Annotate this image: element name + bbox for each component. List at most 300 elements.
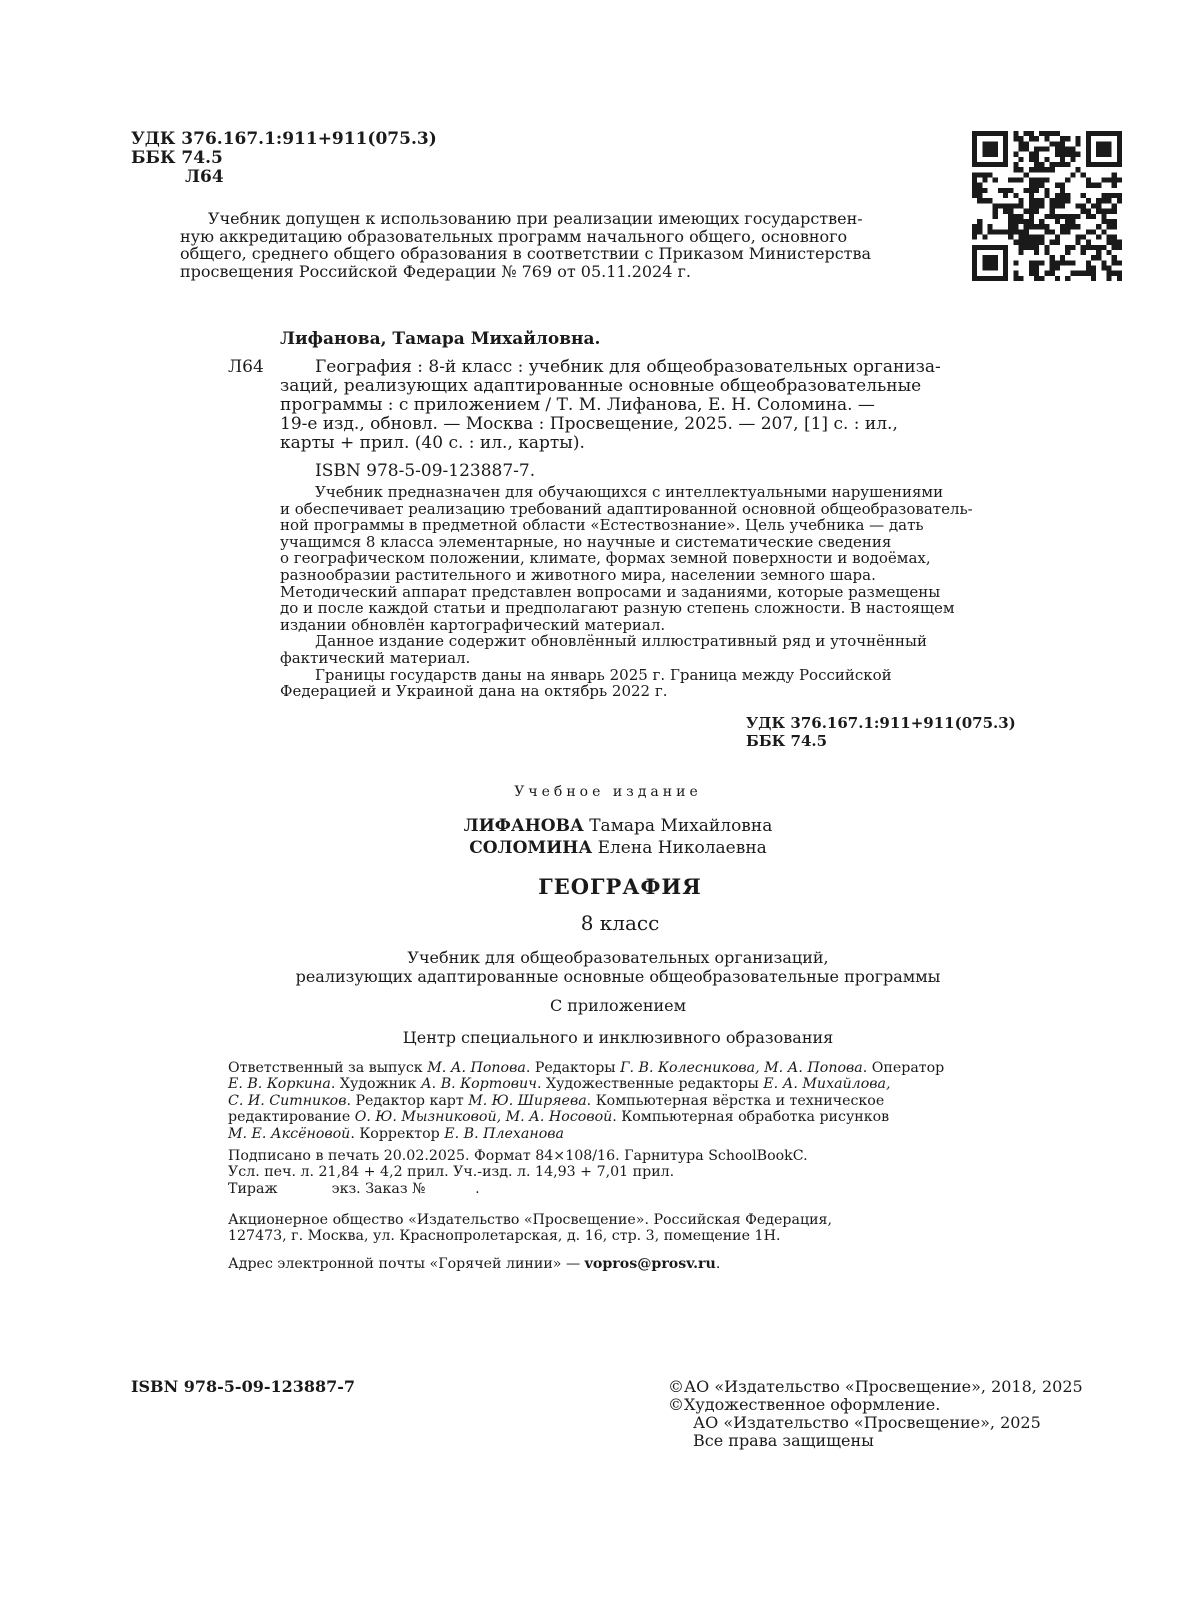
- edition-type: Учебное издание: [514, 784, 702, 800]
- qr-module: [1029, 214, 1034, 219]
- qr-module: [972, 224, 977, 229]
- annotation-line: до и после каждой статьи и предполагают разную степень сложности. В настоящем: [280, 599, 955, 618]
- qr-module: [1086, 152, 1091, 157]
- qr-module: [1019, 136, 1024, 141]
- print-line: Усл. печ. л. 21,84 + 4,2 прил. Уч.-изд. л. 14,93 + 7,01 прил.: [228, 1164, 675, 1181]
- qr-module: [1024, 172, 1029, 177]
- qr-module: [1096, 131, 1101, 136]
- qr-module: [1086, 131, 1091, 136]
- qr-module: [1086, 260, 1091, 265]
- qr-module: [1019, 234, 1024, 239]
- qr-module: [1029, 209, 1034, 214]
- qr-module: [1034, 183, 1039, 188]
- qr-module: [1106, 162, 1111, 167]
- qr-module: [1013, 136, 1018, 141]
- qr-module: [988, 141, 993, 146]
- classification-codes: [131, 130, 437, 187]
- qr-module: [988, 198, 993, 203]
- qr-module: [1029, 260, 1034, 265]
- qr-module: [1029, 224, 1034, 229]
- qr-module: [1003, 265, 1008, 270]
- qr-module: [1096, 203, 1101, 208]
- qr-module: [1106, 178, 1111, 183]
- qr-module: [1003, 131, 1008, 136]
- qr-module: [1065, 198, 1070, 203]
- qr-module: [1019, 141, 1024, 146]
- qr-module: [1013, 167, 1018, 172]
- annotation-line: фактический материал.: [280, 648, 471, 667]
- qr-module: [1019, 245, 1024, 250]
- qr-module: [998, 131, 1003, 136]
- qr-module: [1081, 193, 1086, 198]
- qr-module: [972, 157, 977, 162]
- author1-surname: ЛИФАНОВА: [463, 816, 584, 836]
- qr-module: [1086, 240, 1091, 245]
- qr-module: [1081, 271, 1086, 276]
- qr-module: [977, 131, 982, 136]
- qr-module: [977, 188, 982, 193]
- qr-module: [1029, 193, 1034, 198]
- qr-module: [1091, 271, 1096, 276]
- qr-module: [1096, 198, 1101, 203]
- qr-module: [1101, 209, 1106, 214]
- qr-module: [1034, 209, 1039, 214]
- qr-module: [1050, 141, 1055, 146]
- bib-description-line: заций, реализующих адаптированные основные общеобразовательные: [280, 376, 922, 396]
- qr-module: [1029, 234, 1034, 239]
- qr-module: [993, 131, 998, 136]
- qr-module: [1106, 271, 1111, 276]
- qr-module: [1013, 260, 1018, 265]
- qr-module: [1117, 162, 1122, 167]
- qr-module: [1112, 255, 1117, 260]
- qr-module: [977, 229, 982, 234]
- qr-module: [1096, 147, 1101, 152]
- qr-module: [1060, 260, 1065, 265]
- qr-module: [1039, 260, 1044, 265]
- annotation-line: Федерацией и Украиной дана на октябрь 2022 г.: [280, 682, 668, 701]
- qr-module: [998, 276, 1003, 281]
- qr-module: [1101, 193, 1106, 198]
- qr-module: [1029, 219, 1034, 224]
- qr-module: [1106, 193, 1111, 198]
- hotline-label: Адрес электронной почты «Горячей линии» —: [228, 1256, 585, 1272]
- qr-module: [1050, 198, 1055, 203]
- qr-module: [993, 260, 998, 265]
- qr-module: [1065, 178, 1070, 183]
- qr-module: [1106, 224, 1111, 229]
- qr-module: [1019, 276, 1024, 281]
- credits-line: Ответственный за выпуск М. А. Попова. Редакторы Г. В. Колесникова, М. А. Попова. Оператор: [228, 1060, 945, 1076]
- qr-module: [1024, 209, 1029, 214]
- qr-module: [1003, 162, 1008, 167]
- qr-module: [1086, 141, 1091, 146]
- qr-module: [1050, 240, 1055, 245]
- qr-module: [977, 162, 982, 167]
- qr-module: [1081, 209, 1086, 214]
- qr-module: [972, 152, 977, 157]
- qr-module: [993, 203, 998, 208]
- qr-module: [1112, 260, 1117, 265]
- qr-module: [1101, 245, 1106, 250]
- qr-module: [1013, 162, 1018, 167]
- qr-module: [1034, 157, 1039, 162]
- qr-module: [1086, 157, 1091, 162]
- qr-module: [1003, 152, 1008, 157]
- qr-module: [1070, 157, 1075, 162]
- qr-module: [1101, 162, 1106, 167]
- qr-module: [1055, 240, 1060, 245]
- qr-module: [1039, 167, 1044, 172]
- qr-module: [1013, 240, 1018, 245]
- qr-module: [1091, 203, 1096, 208]
- qr-module: [988, 260, 993, 265]
- qr-module: [982, 276, 987, 281]
- qr-module: [1060, 152, 1065, 157]
- qr-module: [982, 178, 987, 183]
- qr-module: [1019, 198, 1024, 203]
- qr-module: [982, 245, 987, 250]
- qr-module: [1050, 260, 1055, 265]
- qr-module: [977, 193, 982, 198]
- qr-module: [1065, 260, 1070, 265]
- qr-module: [1101, 260, 1106, 265]
- qr-module: [1086, 245, 1091, 250]
- qr-module: [1019, 219, 1024, 224]
- author-line-2: [0, 838, 1200, 858]
- qr-module: [1034, 240, 1039, 245]
- qr-module: [1101, 198, 1106, 203]
- qr-module: [1117, 271, 1122, 276]
- annotation-line: Данное издание содержит обновлённый иллюстративный ряд и уточнённый: [315, 632, 927, 651]
- qr-module: [1112, 193, 1117, 198]
- qr-module: [1029, 183, 1034, 188]
- qr-module: [1044, 136, 1049, 141]
- qr-module: [1050, 271, 1055, 276]
- qr-module: [1034, 271, 1039, 276]
- qr-module: [1019, 250, 1024, 255]
- qr-module: [1091, 229, 1096, 234]
- qr-module: [1008, 178, 1013, 183]
- qr-module: [1117, 276, 1122, 281]
- qr-module: [1091, 162, 1096, 167]
- qr-module: [1003, 229, 1008, 234]
- qr-module: [972, 183, 977, 188]
- qr-module: [1086, 198, 1091, 203]
- qr-module: [1039, 162, 1044, 167]
- qr-module: [993, 209, 998, 214]
- qr-module: [1024, 229, 1029, 234]
- bib-author-heading: Лифанова, Тамара Михайловна.: [280, 329, 601, 349]
- qr-module: [1034, 162, 1039, 167]
- qr-module: [1039, 183, 1044, 188]
- qr-module: [972, 193, 977, 198]
- copyright-line: ©Художественное оформление.: [668, 1395, 941, 1414]
- qr-module: [1091, 255, 1096, 260]
- qr-module: [1081, 250, 1086, 255]
- qr-module: [1034, 178, 1039, 183]
- qr-module: [1013, 203, 1018, 208]
- credits-line: Е. В. Коркина. Художник А. В. Кортович. Художественные редакторы Е. А. Михайлова,: [228, 1076, 891, 1093]
- qr-module: [1039, 219, 1044, 224]
- qr-module: [1106, 147, 1111, 152]
- qr-module: [1106, 276, 1111, 281]
- publisher-line: 127473, г. Москва, ул. Краснопролетарская, д. 16, стр. 3, помещение 1Н.: [228, 1228, 781, 1245]
- qr-module: [1024, 245, 1029, 250]
- qr-module: [993, 147, 998, 152]
- qr-module: [988, 152, 993, 157]
- qr-module: [1008, 219, 1013, 224]
- qr-module: [1034, 136, 1039, 141]
- admission-line: просвещения Российской Федерации № 769 от 05.11.2024 г.: [180, 261, 691, 281]
- qr-module: [1008, 229, 1013, 234]
- qr-module: [1112, 203, 1117, 208]
- qr-module: [1034, 188, 1039, 193]
- qr-module: [1112, 183, 1117, 188]
- qr-module: [1019, 240, 1024, 245]
- qr-module: [1117, 147, 1122, 152]
- qr-module: [1106, 265, 1111, 270]
- qr-module: [1008, 224, 1013, 229]
- qr-module: [1034, 152, 1039, 157]
- qr-module: [1091, 245, 1096, 250]
- qr-module: [1065, 147, 1070, 152]
- copyright-line: Все права защищены: [693, 1431, 874, 1450]
- qr-module: [1029, 265, 1034, 270]
- qr-module: [1081, 172, 1086, 177]
- qr-module: [1101, 214, 1106, 219]
- qr-module: [988, 224, 993, 229]
- qr-module: [1081, 245, 1086, 250]
- qr-module: [1096, 141, 1101, 146]
- qr-module: [1019, 147, 1024, 152]
- qr-module: [1060, 224, 1065, 229]
- qr-module: [1034, 147, 1039, 152]
- print-line: Подписано в печать 20.02.2025. Формат 84×108/16. Гарнитура SchoolBookC.: [228, 1148, 808, 1164]
- qr-module: [1013, 193, 1018, 198]
- qr-module: [993, 141, 998, 146]
- qr-module: [1013, 214, 1018, 219]
- qr-module: [1029, 178, 1034, 183]
- qr-module: [1065, 250, 1070, 255]
- qr-module: [1055, 131, 1060, 136]
- footer-isbn: ISBN 978-5-09-123887-7: [131, 1377, 356, 1396]
- qr-module: [1112, 234, 1117, 239]
- qr-module: [1029, 203, 1034, 208]
- qr-module: [1096, 152, 1101, 157]
- qr-module: [1055, 141, 1060, 146]
- qr-module: [998, 162, 1003, 167]
- qr-module: [1003, 276, 1008, 281]
- qr-module: [1055, 162, 1060, 167]
- qr-module: [1101, 178, 1106, 183]
- qr-module: [1024, 240, 1029, 245]
- qr-module: [998, 188, 1003, 193]
- qr-module: [1117, 245, 1122, 250]
- qr-module: [1106, 141, 1111, 146]
- qr-module: [1024, 131, 1029, 136]
- bib-description-line: карты + прил. (40 с. : ил., карты).: [280, 433, 585, 453]
- qr-module: [1039, 198, 1044, 203]
- qr-module: [982, 234, 987, 239]
- hotline-email-link[interactable]: vopros@prosv.ru: [584, 1256, 716, 1272]
- qr-module: [1044, 224, 1049, 229]
- qr-module: [1055, 260, 1060, 265]
- qr-module: [1086, 183, 1091, 188]
- qr-module: [972, 162, 977, 167]
- qr-module: [1060, 157, 1065, 162]
- qr-module: [1055, 265, 1060, 270]
- qr-module: [1034, 203, 1039, 208]
- qr-module: [1029, 240, 1034, 245]
- subtitle-line: реализующих адаптированные основные общеобразовательные программы: [295, 967, 941, 986]
- qr-module: [1065, 162, 1070, 167]
- qr-module: [1008, 188, 1013, 193]
- hotline: Адрес электронной почты «Горячей линии» — vopros@prosv.ru.: [228, 1256, 721, 1272]
- qr-module: [972, 234, 977, 239]
- qr-module: [1024, 188, 1029, 193]
- qr-module: [1013, 276, 1018, 281]
- qr-module: [1112, 245, 1117, 250]
- print-line: Тираж экз. Заказ № .: [228, 1180, 480, 1197]
- qr-module: [1096, 162, 1101, 167]
- qr-module: [1019, 167, 1024, 172]
- publisher-address: [228, 1212, 832, 1245]
- qr-module: [1034, 245, 1039, 250]
- qr-module: [1096, 224, 1101, 229]
- qr-module: [1101, 147, 1106, 152]
- qr-module: [1081, 234, 1086, 239]
- qr-module: [1050, 214, 1055, 219]
- qr-module: [1070, 152, 1075, 157]
- author-line-1: [0, 816, 1200, 836]
- qr-module: [1106, 250, 1111, 255]
- qr-module: [1003, 157, 1008, 162]
- credits-line: редактирование О. Ю. Мызниковой, М. А. Носовой. Компьютерная обработка рисунков: [228, 1109, 890, 1126]
- qr-module: [982, 188, 987, 193]
- qr-module: [993, 178, 998, 183]
- author-mark: Л64: [185, 167, 224, 187]
- annotation-line: Границы государств даны на январь 2025 г. Граница между Российской: [315, 665, 892, 684]
- qr-module: [1055, 183, 1060, 188]
- qr-module: [1117, 152, 1122, 157]
- qr-module: [1070, 172, 1075, 177]
- qr-module: [1117, 141, 1122, 146]
- qr-module: [1013, 224, 1018, 229]
- qr-module: [1024, 147, 1029, 152]
- qr-module: [1034, 260, 1039, 265]
- qr-module: [1112, 240, 1117, 245]
- subtitle-line: Учебник для общеобразовательных организаций,: [407, 948, 829, 967]
- qr-module: [972, 260, 977, 265]
- qr-module: [1044, 193, 1049, 198]
- qr-module: [1003, 203, 1008, 208]
- qr-module: [1003, 141, 1008, 146]
- qr-module: [1034, 167, 1039, 172]
- author2-name: Елена Николаевна: [597, 838, 767, 858]
- qr-module: [1065, 219, 1070, 224]
- qr-module: [1050, 162, 1055, 167]
- qr-module: [1044, 178, 1049, 183]
- qr-module: [1112, 224, 1117, 229]
- qr-module: [1117, 240, 1122, 245]
- qr-module: [1096, 250, 1101, 255]
- qr-module: [993, 152, 998, 157]
- qr-module: [1013, 229, 1018, 234]
- qr-module: [1117, 198, 1122, 203]
- qr-module: [1112, 219, 1117, 224]
- qr-module: [972, 276, 977, 281]
- qr-module: [1024, 234, 1029, 239]
- bib-isbn: ISBN 978-5-09-123887-7.: [315, 461, 536, 481]
- qr-module: [972, 131, 977, 136]
- qr-module: [1112, 162, 1117, 167]
- annotation-line: и обеспечивает реализацию требований адаптированной основной общеобразователь-: [280, 499, 973, 518]
- qr-module: [1029, 188, 1034, 193]
- qr-module: [1086, 209, 1091, 214]
- qr-module: [1086, 271, 1091, 276]
- qr-module: [993, 276, 998, 281]
- qr-code-icon[interactable]: [972, 131, 1122, 281]
- qr-module: [1075, 203, 1080, 208]
- qr-module: [982, 152, 987, 157]
- bib-annotation: [280, 484, 973, 700]
- qr-module: [1070, 214, 1075, 219]
- qr-module: [1060, 141, 1065, 146]
- qr-module: [1117, 131, 1122, 136]
- bbk-code: ББК 74.5: [131, 148, 223, 168]
- qr-module: [1086, 214, 1091, 219]
- qr-module: [1019, 229, 1024, 234]
- qr-module: [1003, 136, 1008, 141]
- qr-module: [1060, 188, 1065, 193]
- qr-module: [1086, 136, 1091, 141]
- qr-module: [1086, 178, 1091, 183]
- qr-module: [1060, 183, 1065, 188]
- qr-module: [1044, 214, 1049, 219]
- qr-module: [1003, 255, 1008, 260]
- qr-module: [993, 162, 998, 167]
- qr-module: [1075, 240, 1080, 245]
- qr-module: [1003, 250, 1008, 255]
- qr-module: [977, 224, 982, 229]
- qr-module: [1075, 234, 1080, 239]
- qr-module: [972, 178, 977, 183]
- qr-module: [972, 271, 977, 276]
- qr-module: [972, 188, 977, 193]
- qr-module: [1075, 136, 1080, 141]
- qr-module: [993, 245, 998, 250]
- qr-module: [1091, 214, 1096, 219]
- qr-module: [977, 183, 982, 188]
- qr-module: [1101, 229, 1106, 234]
- qr-module: [1112, 178, 1117, 183]
- qr-module: [1060, 162, 1065, 167]
- qr-module: [982, 198, 987, 203]
- qr-module: [1096, 255, 1101, 260]
- qr-module: [1039, 147, 1044, 152]
- book-grade: 8 класс: [580, 911, 660, 935]
- qr-module: [1019, 203, 1024, 208]
- qr-module: [977, 219, 982, 224]
- qr-module: [1096, 245, 1101, 250]
- qr-module: [1086, 265, 1091, 270]
- qr-module: [988, 255, 993, 260]
- qr-module: [1013, 131, 1018, 136]
- author1-name: Тамара Михайловна: [589, 816, 773, 836]
- admission-line: общего, среднего общего образования в соответствии с Приказом Министерства: [180, 244, 872, 263]
- qr-module: [1055, 203, 1060, 208]
